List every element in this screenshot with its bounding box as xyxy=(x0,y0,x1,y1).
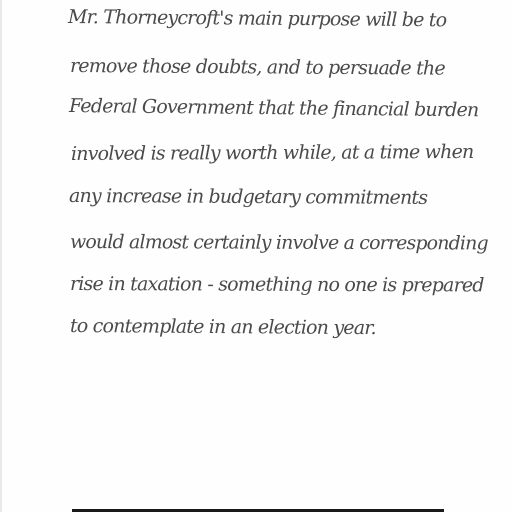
text-line-3: Federal Government that the financial burden xyxy=(68,95,479,122)
text-line-6: would almost certainly involve a corresponding xyxy=(69,231,488,255)
text-line-7: rise in taxation - something no one is prepared xyxy=(69,273,484,297)
text-line-5: any increase in budgetary commitments xyxy=(68,185,428,209)
text-line-2: remove those doubts, and to persuade the xyxy=(69,55,445,80)
text-line-1: Mr. Thorneycroft's main purpose will be to xyxy=(67,6,447,32)
text-line-4: involved is really worth while, at a time when xyxy=(70,140,474,165)
text-line-8: to contemplate in an election year. xyxy=(69,315,376,340)
